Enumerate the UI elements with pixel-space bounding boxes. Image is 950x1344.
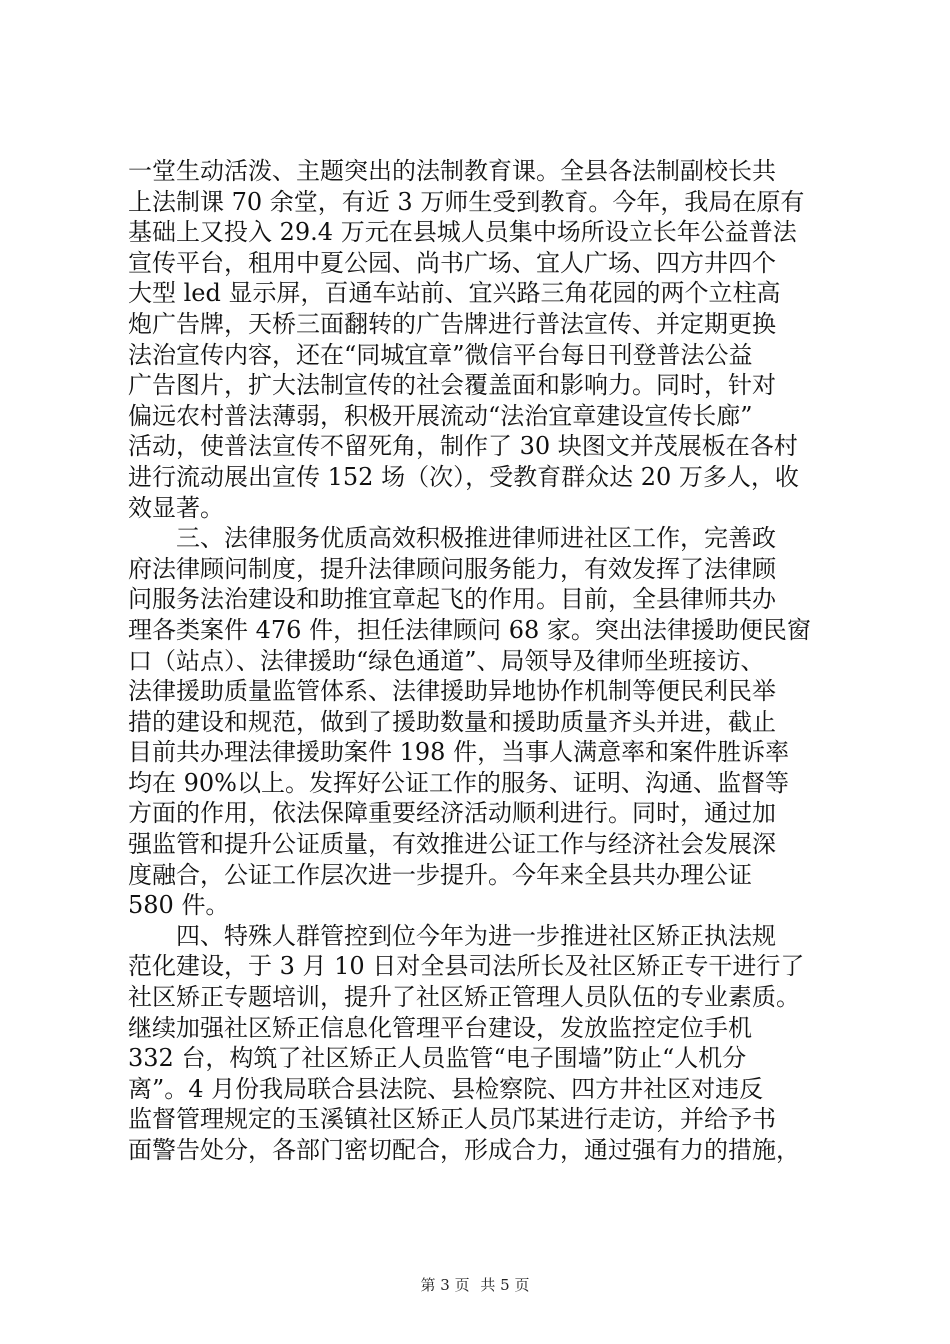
text-line: 口（站点）、法律援助“绿色通道”、局领导及律师坐班接访、 [128,646,765,675]
text-line: 广告图片，扩大法制宣传的社会覆盖面和影响力。同时，针对 [128,371,776,400]
text-line: 强监管和提升公证质量，有效推进公证工作与经济社会发展深 [128,830,776,859]
text-line: 府法律顾问制度，提升法律顾问服务能力，有效发挥了法律顾 [128,554,776,583]
text-line: 基础上又投入 29.4 万元在县城人员集中场所设立长年公益普法 [128,218,797,247]
page-total: 共 5 页 [480,1276,530,1294]
text-line: 活动，使普法宣传不留死角，制作了 30 块图文并茂展板在各村 [128,432,798,461]
text-line: 面警告处分，各部门密切配合，形成合力，通过强有力的措施， [128,1136,800,1164]
text-line: 法律援助质量监管体系、法律援助异地协作机制等便民利民举 [128,677,776,706]
page-number: 第 3 页 [420,1276,470,1294]
text-line: 范化建设，于 3 月 10 日对全县司法所长及社区矫正专干进行了 [128,952,805,981]
text-line: 度融合，公证工作层次进一步提升。今年来全县共办理公证 [128,860,752,889]
text-line: 炮广告牌，天桥三面翻转的广告牌进行普法宣传、并定期更换 [128,309,776,338]
text-line: 理各类案件 476 件，担任法律顾问 68 家。突出法律援助便民窗 [128,615,811,644]
text-line: 332 台，构筑了社区矫正人员监管“电子围墙”防止“人机分 [128,1044,747,1073]
text-line: 四、特殊人群管控到位今年为进一步推进社区矫正执法规 [128,921,776,950]
text-line: 问服务法治建设和助推宜章起飞的作用。目前，全县律师共办 [128,585,776,614]
text-line: 偏远农村普法薄弱，积极开展流动“法治宜章建设宣传长廊” [128,401,753,430]
text-line: 监督管理规定的玉溪镇社区矫正人员邝某进行走访，并给予书 [128,1105,776,1134]
text-line: 一堂生动活泼、主题突出的法制教育课。全县各法制副校长共 [128,157,776,185]
text-line: 措的建设和规范，做到了援助数量和援助质量齐头并进，截止 [128,707,776,736]
text-line: 均在 90%以上。发挥好公证工作的服务、证明、沟通、监督等 [128,768,789,797]
text-line: 三、法律服务优质高效积极推进律师进社区工作，完善政 [128,524,776,553]
text-line: 目前共办理法律援助案件 198 件，当事人满意率和案件胜诉率 [128,738,790,767]
text-line: 宣传平台，租用中夏公园、尚书广场、宜人广场、四方井四个 [128,248,776,277]
document-body [128,156,840,1166]
text-line: 继续加强社区矫正信息化管理平台建设，发放监控定位手机 [128,1013,752,1042]
text-line: 上法制课 70 余堂，有近 3 万师生受到教育。今年，我局在原有 [128,187,805,216]
page-footer [0,1274,950,1295]
text-line: 大型 led 显示屏，百通车站前、宜兴路三角花园的两个立柱高 [128,279,781,308]
text-line: 社区矫正专题培训，提升了社区矫正管理人员队伍的专业素质。 [128,983,800,1012]
text-line: 进行流动展出宣传 152 场（次），受教育群众达 20 万多人，收 [128,462,799,491]
text-line: 580 件。 [128,891,230,920]
text-line: 方面的作用，依法保障重要经济活动顺利进行。同时，通过加 [128,799,776,828]
text-line: 离”。4 月份我局联合县法院、县检察院、四方井社区对违反 [128,1074,764,1103]
text-line: 效显著。 [128,493,224,522]
text-line: 法治宣传内容，还在“同城宜章”微信平台每日刊登普法公益 [128,340,753,369]
